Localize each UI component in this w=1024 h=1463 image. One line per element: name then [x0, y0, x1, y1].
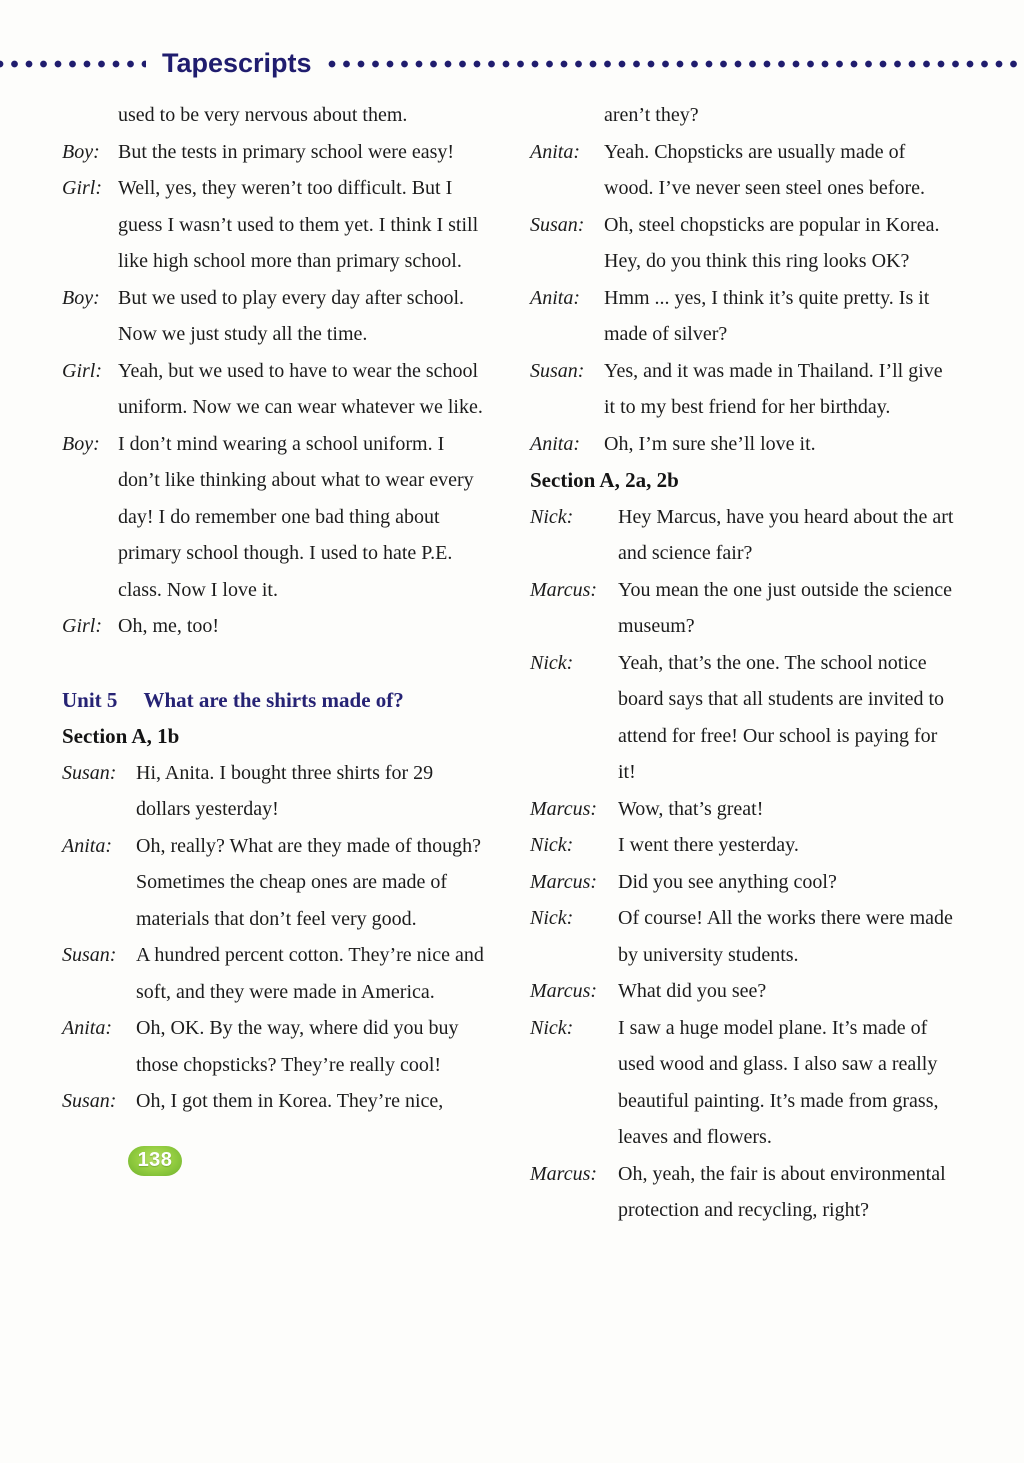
- dialogue-text: Hmm ... yes, I think it’s quite pretty. Is it made of silver?: [604, 286, 930, 345]
- dialogue-text: Hey Marcus, have you heard about the art and science fair?: [618, 505, 954, 564]
- dialogue-text: You mean the one just outside the science museum?: [618, 578, 953, 637]
- dialogue-line: [530, 645, 957, 791]
- speaker-label: Nick:: [530, 651, 574, 674]
- speaker-label: Anita:: [62, 1017, 112, 1039]
- dialogue-text: I went there yesterday.: [618, 834, 799, 856]
- dialogue-line: [62, 828, 490, 938]
- dialogue-text: A hundred percent cotton. They’re nice and soft, and they were made in America.: [136, 944, 484, 1003]
- dialogue-text: Yeah, that’s the one. The school notice board says that all students are invited to attend for free! Our school is paying for it!: [618, 651, 945, 783]
- dialogue-line: [530, 280, 957, 353]
- speaker-label: Boy:: [62, 140, 100, 163]
- speaker-label: Anita:: [62, 834, 112, 857]
- tapescript-body: [0, 97, 1024, 1229]
- dialogue-text: What did you see?: [618, 980, 767, 1002]
- dialogue-line: [530, 864, 957, 901]
- dialogue-line: [530, 207, 957, 280]
- dialogue-line: [530, 97, 957, 134]
- dialogue-line: [530, 1010, 957, 1156]
- speaker-label: Marcus:: [530, 797, 598, 820]
- dialogue-text: Yeah, but we used to have to wear the school uniform. Now we can wear whatever we like.: [118, 359, 483, 418]
- unit-number: Unit 5: [62, 687, 118, 712]
- speaker-label: Marcus:: [530, 1162, 598, 1185]
- dialogue-line: [62, 280, 490, 353]
- dialogue-text: Of course! All the works there were made by university students.: [618, 907, 953, 966]
- dialogue-text: Oh, OK. By the way, where did you buy those chopsticks? They’re really cool!: [136, 1017, 459, 1076]
- speaker-label: Anita:: [530, 432, 580, 455]
- dialogue-text: Yeah. Chopsticks are usually made of wood. I’ve never seen steel ones before.: [604, 140, 925, 199]
- speaker-label: Girl:: [62, 177, 102, 199]
- speaker-label: Anita:: [530, 140, 580, 163]
- speaker-label: Nick:: [530, 505, 574, 528]
- dialogue-line: [62, 97, 490, 134]
- dialogue-text: Oh, really? What are they made of though? Sometimes the cheap ones are made of materials that don’t feel very good.: [136, 834, 482, 930]
- dialogue-line: [62, 426, 490, 609]
- dialogue-text: Hi, Anita. I bought three shirts for 29 dollars yesterday!: [136, 761, 434, 820]
- dialogue-text: Oh, I got them in Korea. They’re nice,: [136, 1090, 444, 1112]
- dialogue-text: aren’t they?: [604, 104, 699, 126]
- dialogue-line: [530, 791, 957, 828]
- dialogue-line: [530, 973, 957, 1010]
- speaker-label: Susan:: [62, 944, 117, 966]
- unit-heading: [62, 682, 490, 719]
- section-heading: Section A, 2a, 2b: [530, 468, 679, 492]
- dialogue-line: [62, 937, 490, 1010]
- dialogue-line: [530, 134, 957, 207]
- dialogue-line: [62, 608, 490, 645]
- dialogue-line: [530, 572, 957, 645]
- speaker-label: Girl:: [62, 359, 102, 382]
- speaker-label: Marcus:: [530, 578, 598, 601]
- dialogue-line: [62, 1083, 490, 1120]
- dialogue-text: Oh, me, too!: [118, 615, 220, 637]
- left-column: [62, 97, 490, 1229]
- dialogue-line: [530, 499, 957, 572]
- dialogue-line: [530, 900, 957, 973]
- speaker-label: Susan:: [62, 761, 117, 784]
- dialogue-text: Yes, and it was made in Thailand. I’ll give it to my best friend for her birthday.: [604, 359, 943, 418]
- dialogue-text: Oh, I’m sure she’ll love it.: [604, 432, 816, 455]
- dialogue-text: I saw a huge model plane. It’s made of used wood and glass. I also saw a really beautiful painting. It’s made from grass, leaves and flowers.: [618, 1016, 939, 1148]
- dotted-rule-left: [0, 60, 146, 68]
- speaker-label: Susan:: [530, 213, 585, 236]
- dialogue-text: But the tests in primary school were easy!: [118, 140, 455, 163]
- textbook-page: [0, 48, 1024, 1463]
- page-number-badge: 138: [128, 1146, 182, 1176]
- dialogue-text: Wow, that’s great!: [618, 797, 764, 820]
- speaker-label: Nick:: [530, 907, 574, 929]
- page-header: [0, 48, 1024, 80]
- right-column: [530, 97, 957, 1229]
- dialogue-line: [530, 353, 957, 426]
- page-title: Tapescripts: [162, 48, 312, 78]
- dialogue-line: [62, 134, 490, 171]
- dialogue-text: I don’t mind wearing a school uniform. I don’t like thinking about what to wear every day! I do remember one bad thing about primary school though. I used to hate P.E. class. Now I love it.: [118, 432, 474, 601]
- dialogue-line: [62, 1010, 490, 1083]
- dialogue-line: [530, 426, 957, 463]
- dotted-rule-right: [328, 60, 1024, 68]
- speaker-label: Nick:: [530, 834, 574, 856]
- dialogue-text: But we used to play every day after school. Now we just study all the time.: [118, 286, 465, 345]
- dialogue-text: Oh, yeah, the fair is about environmental protection and recycling, right?: [618, 1162, 946, 1221]
- speaker-label: Marcus:: [530, 980, 598, 1002]
- dialogue-text: Well, yes, they weren’t too difficult. But I guess I wasn’t used to them yet. I think I still like high school more than primary school.: [118, 177, 479, 272]
- speaker-label: Boy:: [62, 286, 100, 309]
- speaker-label: Marcus:: [530, 870, 598, 893]
- section-heading: Section A, 1b: [62, 724, 180, 748]
- dialogue-text: used to be very nervous about them.: [118, 104, 408, 126]
- speaker-label: Boy:: [62, 432, 100, 455]
- dialogue-line: [530, 827, 957, 864]
- dialogue-line: [62, 755, 490, 828]
- speaker-label: Anita:: [530, 286, 580, 309]
- speaker-label: Susan:: [62, 1090, 117, 1112]
- dialogue-line: [530, 1156, 957, 1229]
- dialogue-line: [62, 353, 490, 426]
- dialogue-line: [62, 170, 490, 280]
- speaker-label: Nick:: [530, 1016, 574, 1039]
- speaker-label: Susan:: [530, 359, 585, 382]
- unit-title: What are the shirts made of?: [143, 687, 404, 712]
- dialogue-text: Did you see anything cool?: [618, 870, 837, 893]
- dialogue-text: Oh, steel chopsticks are popular in Korea. Hey, do you think this ring looks OK?: [604, 213, 940, 272]
- speaker-label: Girl:: [62, 615, 102, 637]
